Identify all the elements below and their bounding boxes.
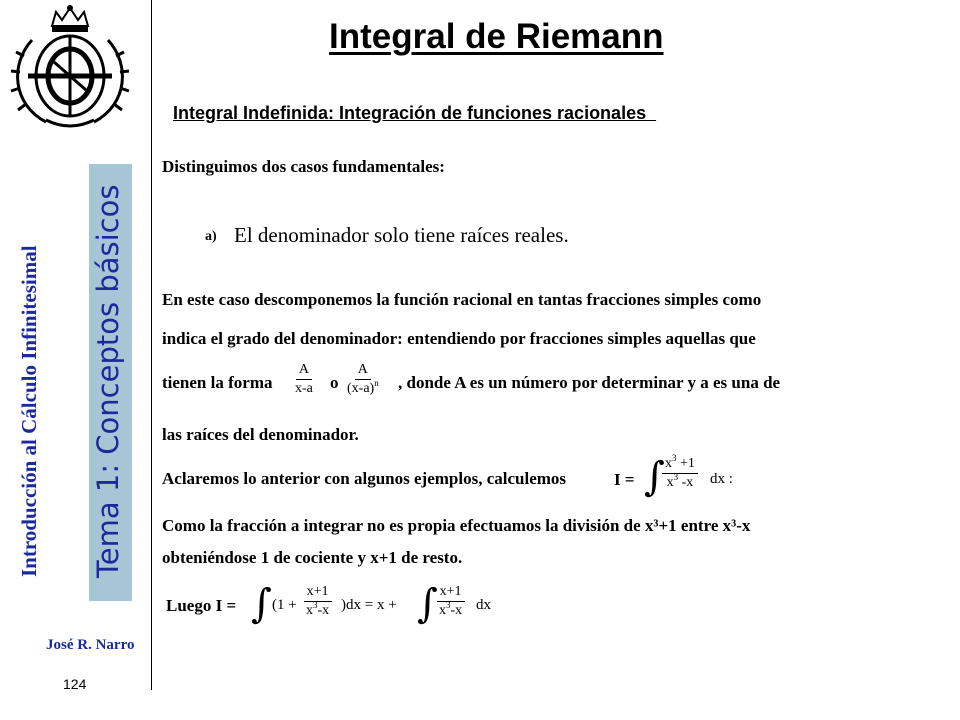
course-title: Introducción al Cálculo Infinitesimal (17, 245, 41, 577)
slide-subtitle: Integral Indefinida: Integración de funciones racionales (173, 103, 657, 123)
final-differential: dx (476, 597, 491, 613)
remainder-fraction (436, 584, 465, 619)
paragraph-line: indica el grado del denominador: entendiendo por fracciones simples aquellas que (162, 329, 756, 348)
example-fraction (662, 453, 698, 491)
paragraph-line: Como la fracción a integrar no es propia efectuamos la división de x³+1 entre x³-x (162, 516, 751, 535)
fraction-denominator (344, 380, 382, 397)
fraction-numerator: x+1 (437, 584, 465, 602)
fraction-denominator: $x^3$ -x (666, 472, 694, 491)
fraction-denominator: x-a (295, 381, 313, 397)
author-name: José R. Narro (46, 637, 135, 653)
denominator-exponent: n (374, 378, 379, 389)
integral-sign: ∫ (251, 581, 272, 627)
fraction-numerator: A (296, 362, 312, 380)
integral-sign: ∫ (644, 454, 665, 500)
slide-title: Integral de Riemann (329, 17, 664, 56)
integrand-close: )dx = x + (341, 597, 397, 613)
fraction-a-over-x-minus-a (292, 362, 316, 397)
paragraph-line: En este caso descomponemos la función racional en tantas fracciones simples como (162, 290, 762, 309)
fraction-numerator: A (355, 362, 371, 380)
fraction-numerator: $x^3 +1$ (662, 456, 698, 474)
example-line: Aclaremos lo anterior con algunos ejemplos, calculemos (162, 469, 567, 488)
fraction-denominator: $x^3-x$ (306, 600, 330, 619)
case-a-text: El denominador solo tiene raíces reales. (234, 223, 569, 247)
example-differential: dx : (710, 471, 733, 487)
conclusion-label: Luego I = (166, 596, 237, 615)
paragraph-line: , donde A es un número por determinar y a es una de (398, 373, 781, 392)
remainder-fraction (303, 584, 332, 619)
paragraph-line: las raíces del denominador. (162, 425, 359, 444)
integral-sign: ∫ (417, 581, 438, 627)
case-a-label: a) (205, 229, 217, 244)
intro-text: Distinguimos dos casos fundamentales: (162, 157, 445, 176)
topic-title: Tema 1: Conceptos básicos (91, 184, 125, 578)
crest-emblem-icon (2, 4, 138, 132)
paragraph-line: tienen la forma (162, 373, 273, 392)
sidebar-divider (151, 0, 152, 690)
denominator-base: (x-a) (347, 381, 375, 397)
or-word: o (330, 373, 339, 392)
integral-I-label: I = (614, 470, 635, 489)
fraction-a-over-power (344, 362, 382, 397)
integrand-open: (1 + (272, 597, 297, 613)
paragraph-line: obteniéndose 1 de cociente y x+1 de resto. (162, 548, 463, 567)
fraction-denominator: $x^3-x$ (439, 600, 463, 619)
page-number: 124 (63, 676, 87, 692)
fraction-numerator: x+1 (304, 584, 332, 602)
